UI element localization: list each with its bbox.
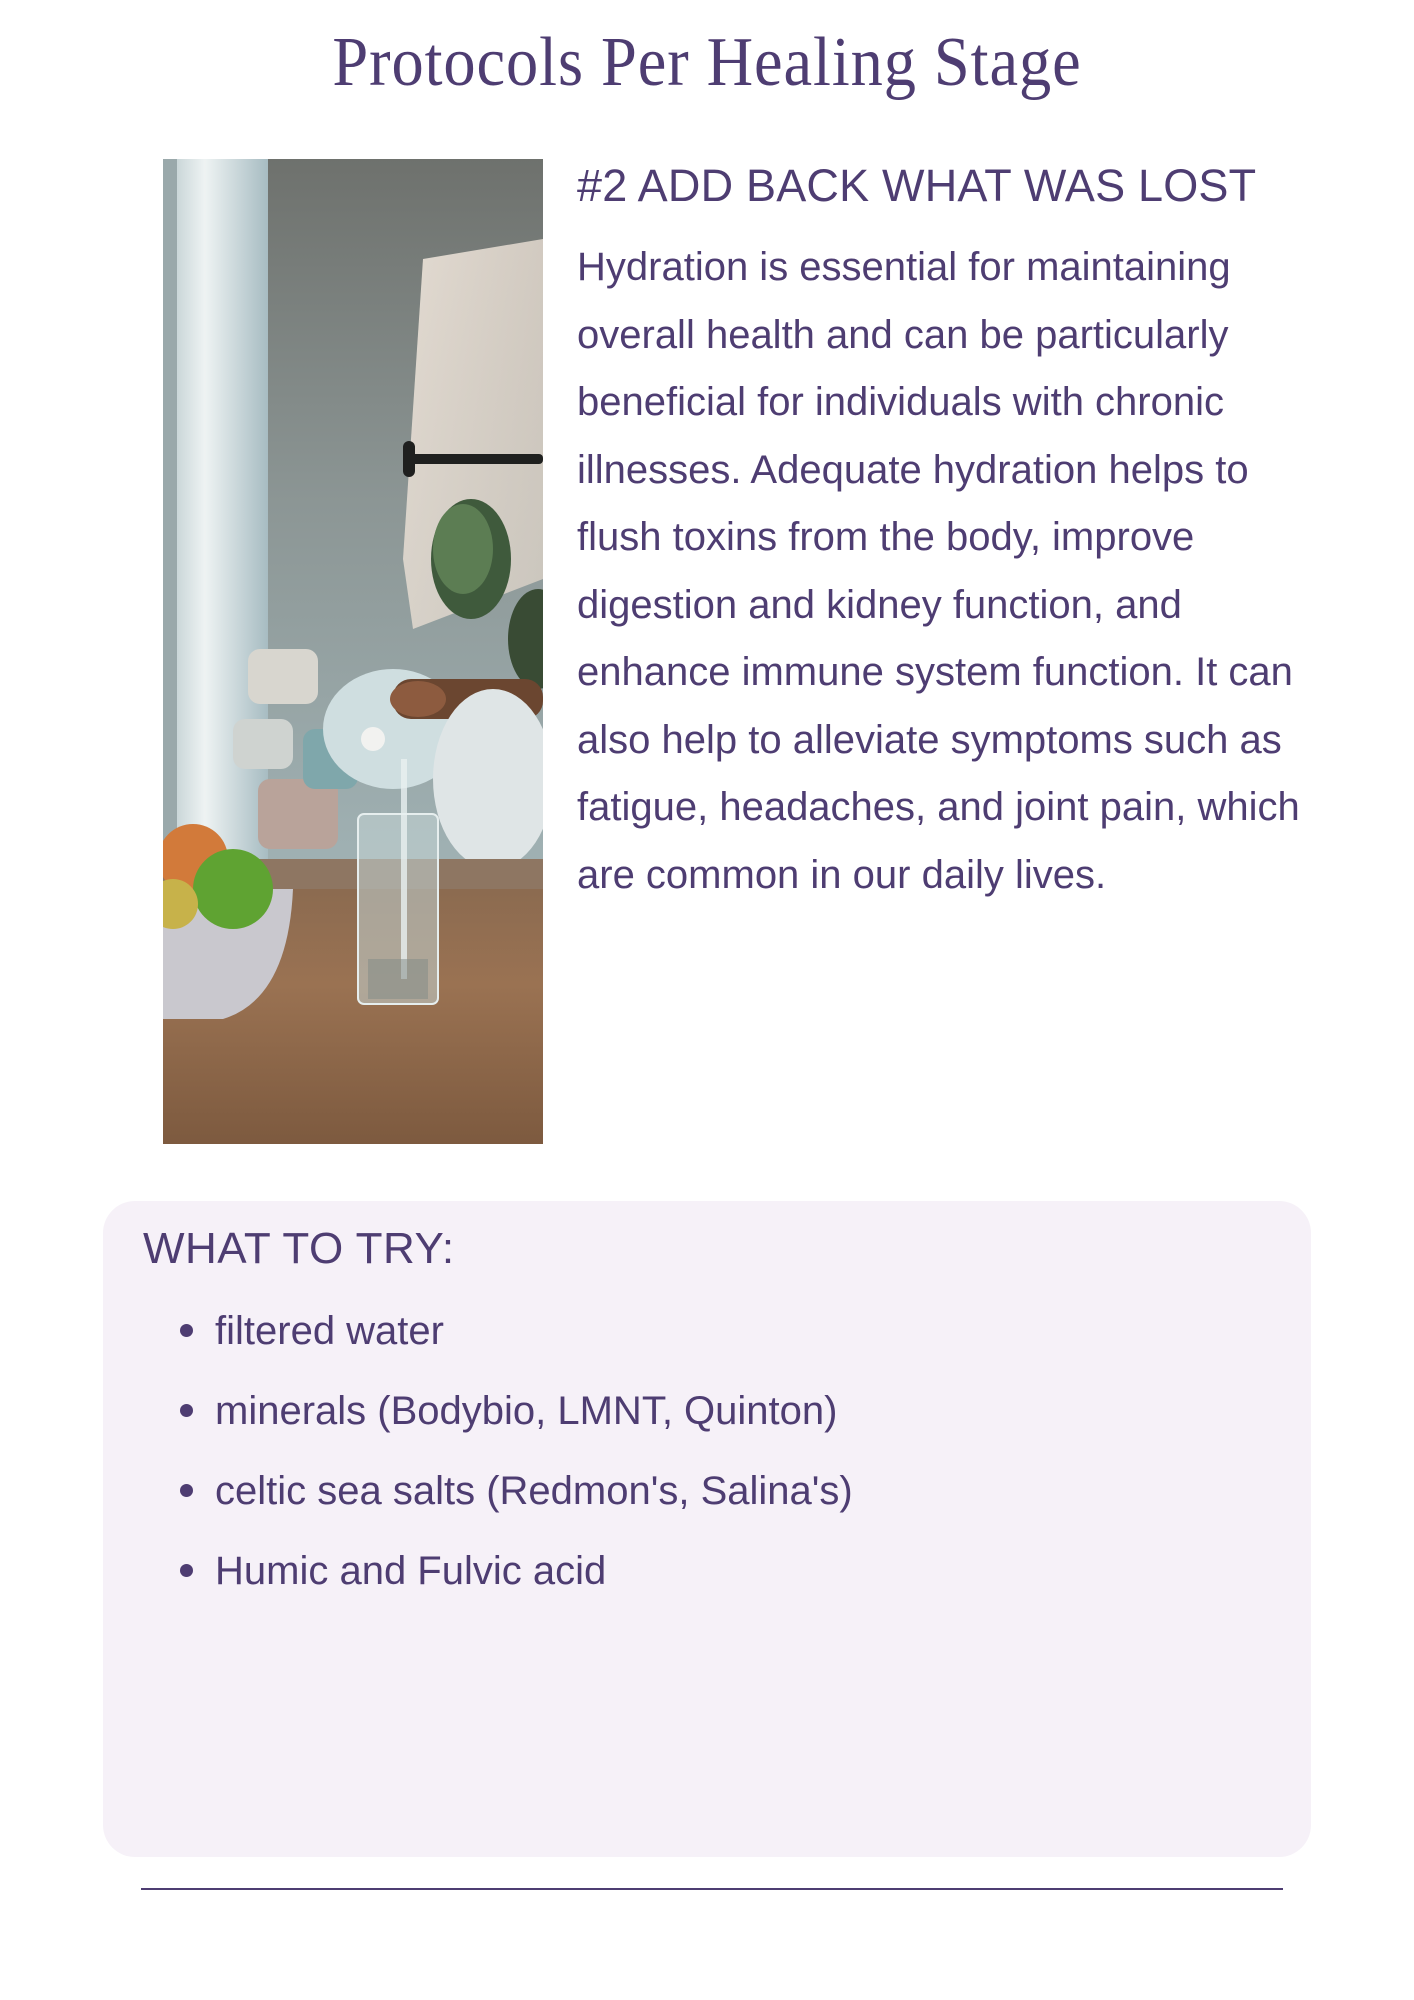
list-item	[103, 1305, 853, 1385]
footer-divider	[141, 1888, 1283, 1890]
list-item-label: Humic and Fulvic acid	[215, 1549, 607, 1593]
list-item	[103, 1385, 853, 1465]
list-item	[103, 1545, 853, 1625]
bullet-icon	[180, 1484, 193, 1497]
list-item-label: celtic sea salts (Redmon's, Salina's)	[215, 1469, 853, 1513]
what-to-try-box	[103, 1201, 1311, 1857]
page-title: Protocols Per Healing Stage	[332, 24, 1082, 101]
bullet-icon	[180, 1404, 193, 1417]
bullet-icon	[180, 1564, 193, 1577]
bullet-icon	[180, 1324, 193, 1337]
section-heading: #2 ADD BACK WHAT WAS LOST	[577, 160, 1257, 211]
list-item	[103, 1465, 853, 1545]
what-to-try-title: WHAT TO TRY:	[143, 1224, 455, 1273]
section-body: Hydration is essential for maintaining overall health and can be particularly beneficial for individuals with chronic illnesses. Adequate hydration helps to flush toxins from the body, improve digestion and kidney function, and enhance immune system function. It can also help to alleviate symptoms such as fatigue, headaches, and joint pain, which are common in our daily lives.	[577, 245, 1300, 897]
list-item-label: filtered water	[215, 1309, 444, 1353]
hydration-photo	[163, 159, 543, 1144]
list-item-label: minerals (Bodybio, LMNT, Quinton)	[215, 1389, 838, 1433]
what-to-try-list	[103, 1305, 853, 1625]
